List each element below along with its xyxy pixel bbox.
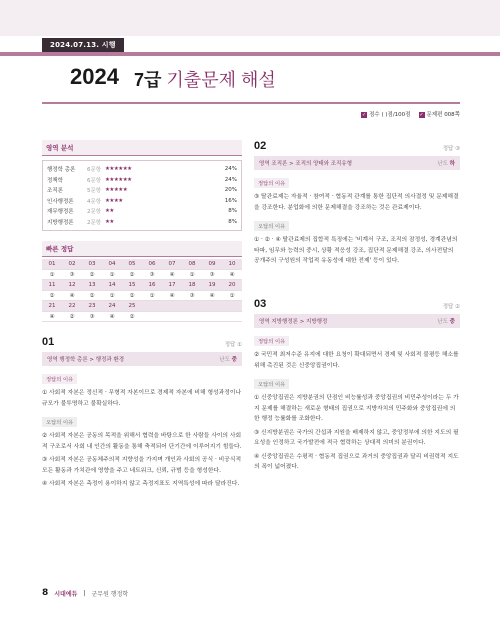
- answer-cell: ④: [102, 312, 122, 323]
- question-number-cell: 04: [102, 259, 122, 270]
- area-count: 6문항: [87, 167, 102, 174]
- area-name: 정책학: [47, 177, 63, 184]
- area-percent: 8%: [228, 218, 237, 225]
- publisher-brand: 시대에듀: [54, 590, 78, 598]
- explanation-text: ① · ② · ④ 탈관료제의 집합적 특징에는 '비계서 구조, 조직의 잠정성, 경계관념의 타파, 임무와 능력의 중시, 상황 적응성 강조, 집단적 문제해결 강조, 의사전달의 공개주의 구성원의 작업적 유동성에 대한 전제' 등이 있다.: [254, 237, 458, 264]
- header-divider: [42, 102, 460, 104]
- left-column: [42, 140, 242, 490]
- question-number: 02: [254, 140, 267, 152]
- answer-cell: ④: [162, 291, 182, 302]
- answer-cell: ③: [182, 291, 202, 302]
- score-item: [361, 110, 410, 118]
- answer-cell: ③: [62, 270, 82, 281]
- correct-reason-tag: 정답의 이유: [42, 374, 77, 384]
- question-number-cell: [142, 301, 162, 312]
- exam-year: 2024: [70, 64, 119, 89]
- difficulty: 난도 중: [437, 319, 455, 325]
- area-name: 재무행정론: [47, 209, 74, 216]
- wrong-label: 문제편 008쪽: [426, 112, 460, 118]
- explanation-text: ② 국민적 최저수준 유지에 대한 요청이 확대되면서 경제 및 사회적 불평등 해소를 위해 촉진된 것은 신중앙집권이다.: [254, 352, 459, 369]
- area-percent: 24%: [224, 166, 237, 173]
- question-number-cell: 24: [102, 301, 122, 312]
- question-number-cell: 17: [162, 280, 182, 291]
- question-03: [254, 298, 460, 473]
- wrong-item: [419, 110, 461, 118]
- area-row: [47, 196, 237, 207]
- answer-cell: ④: [222, 270, 242, 281]
- score-line: [361, 110, 460, 118]
- area-percent: 20%: [224, 187, 237, 194]
- area-count: 5문항: [87, 188, 102, 195]
- answer-cell: ④: [202, 291, 222, 302]
- question-number-cell: 23: [82, 301, 102, 312]
- correct-reason-tag: 정답의 이유: [254, 336, 289, 346]
- page-number: 8: [42, 588, 49, 598]
- topic-bar: [254, 314, 460, 328]
- answer-cell: ④: [42, 312, 62, 323]
- topic-bar: [254, 156, 460, 170]
- area-percent: 24%: [224, 176, 237, 183]
- topic-text: 영역 지방행정론 > 지방행정: [259, 319, 328, 325]
- top-band: [0, 0, 500, 36]
- question-number-cell: 22: [62, 301, 82, 312]
- question-number-cell: 13: [82, 280, 102, 291]
- question-number-cell: 20: [222, 280, 242, 291]
- question-number-cell: [202, 301, 222, 312]
- question-number-cell: 19: [202, 280, 222, 291]
- question-number-cell: 09: [202, 259, 222, 270]
- question-number-cell: 02: [62, 259, 82, 270]
- question-number-cell: [162, 301, 182, 312]
- area-stars: ★★★★★★: [105, 166, 132, 173]
- quick-answer-heading: 빠른 정답: [42, 241, 242, 257]
- question-number: 03: [254, 298, 267, 310]
- answer-cell: ③: [82, 312, 102, 323]
- area-count: 2문항: [87, 209, 102, 216]
- area-row: [47, 206, 237, 217]
- question-number-cell: [222, 301, 242, 312]
- answer-cell: ②: [62, 312, 82, 323]
- question-02: [254, 140, 460, 267]
- question-number-cell: 03: [82, 259, 102, 270]
- page-title: [134, 66, 276, 92]
- question-number-cell: 10: [222, 259, 242, 270]
- answer-cell: [202, 312, 222, 323]
- area-stars: ★★: [105, 218, 114, 225]
- answer-cell: ②: [42, 291, 62, 302]
- question-number-cell: 25: [122, 301, 142, 312]
- page-footer: [42, 588, 128, 598]
- correct-reason-tag: 정답의 이유: [254, 178, 289, 188]
- answer-cell: [142, 312, 162, 323]
- quick-answer-grid: [42, 259, 242, 322]
- answer-cell: [162, 312, 182, 323]
- answer-cell: ②: [122, 270, 142, 281]
- area-name: 인사행정론: [47, 198, 74, 205]
- topic-bar: [42, 352, 242, 366]
- explanation-text: ② 사회적 자본은 공동의 목적을 위해서 협력을 바탕으로 한 사람들 사이의 사회적 구조로서 사회 내 인간의 활동을 통해 축적되어 단기간에 이루어지기 힘들다.: [42, 433, 242, 450]
- question-number-cell: 18: [182, 280, 202, 291]
- question-number-cell: 12: [62, 280, 82, 291]
- score-label: 점수 ( )점/100점: [369, 112, 411, 118]
- area-stars: ★★★★★: [105, 187, 128, 194]
- answer-cell: ③: [142, 270, 162, 281]
- answer-cell: ④: [62, 291, 82, 302]
- question-number-cell: 06: [142, 259, 162, 270]
- area-analysis-heading: 영역 분석: [42, 140, 242, 156]
- answer-cell: ①: [102, 270, 122, 281]
- explanation-text: ① 신중앙집권은 지방분권의 단점인 비능률성과 중앙집권의 비민주성이라는 두 가지 문제를 해결하는 새로운 형태의 집권으로 지방자치의 민주화와 중앙집권에 의한 행정 능률화를 조화한다.: [254, 395, 459, 422]
- answer-cell: [222, 312, 242, 323]
- question-number-cell: 01: [42, 259, 62, 270]
- area-row: [47, 175, 237, 186]
- question-number-cell: 08: [182, 259, 202, 270]
- difficulty: 난도 중: [219, 357, 237, 363]
- answer-label: 정답 ②: [442, 304, 460, 310]
- answer-cell: ①: [142, 291, 162, 302]
- area-count: 6문항: [87, 177, 102, 184]
- answer-cell: ①: [42, 270, 62, 281]
- explanation-text: ③ 신지방분권은 국가의 간섭과 지원을 배제하지 않고, 중앙정부에 의한 지도의 필요성을 인정하고 국가발전에 적극 협력하는 상대적 의미의 분권이다.: [254, 429, 459, 446]
- answer-cell: ②: [122, 291, 142, 302]
- book-title: 군무원 행정학: [91, 590, 129, 598]
- answer-label: 정답 ①: [224, 342, 242, 348]
- wrong-reason-tag: 오답의 이유: [254, 221, 289, 231]
- answer-cell: ①: [102, 291, 122, 302]
- explanation-text: ④ 사회적 자본은 측정이 용이하지 않고 측정지표도 지역특성에 따라 달라진다.: [42, 481, 240, 487]
- explanation-text: ③ 사회적 자본은 공동체주의적 지향성을 가지며 개인과 사회의 공식 · 비공식적 모든 활동과 가치관에 영향을 주고 네트워크, 신뢰, 규범 등을 형성한다.: [42, 457, 242, 474]
- area-name: 지방행정론: [47, 219, 74, 226]
- question-number-cell: 15: [122, 280, 142, 291]
- question-number-cell: 16: [142, 280, 162, 291]
- area-stars: ★★★★★★: [105, 176, 132, 183]
- answer-label: 정답 ③: [442, 146, 460, 152]
- footer-separator: |: [83, 589, 86, 597]
- area-name: 조직론: [47, 188, 63, 195]
- question-01: [42, 336, 242, 490]
- answer-cell: ②: [82, 291, 102, 302]
- area-analysis-table: [42, 160, 242, 231]
- area-stars: ★★: [105, 208, 114, 215]
- answer-cell: ③: [202, 270, 222, 281]
- accent-band: [0, 52, 500, 56]
- explanation-text: ③ 탈관료제는 자율적 · 참여적 · 협동적 관계를 통한 집단적 의사결정 및 문제해결을 강조한다. 분업화에 의한 문제해결을 강조하는 것은 관료제이다.: [254, 194, 459, 211]
- answer-cell: ④: [162, 270, 182, 281]
- explanation-text: ④ 신중앙집권은 수평적 · 협동적 집권으로 과거의 중앙집권과 달리 비권력적 지도의 폭이 넓어졌다.: [254, 453, 459, 470]
- question-number-cell: 07: [162, 259, 182, 270]
- question-number-cell: 11: [42, 280, 62, 291]
- check-icon: ✓: [419, 112, 424, 118]
- answer-cell: ②: [82, 270, 102, 281]
- question-number-cell: 05: [122, 259, 142, 270]
- area-count: 2문항: [87, 219, 102, 226]
- explanation-text: ① 사회적 자본은 정신적 · 무형적 자본이므로 경제적 자본에 비해 형성과정이나 규모가 불투명하고 불확실하다.: [42, 390, 242, 407]
- answer-cell: ②: [122, 312, 142, 323]
- answer-cell: ①: [182, 270, 202, 281]
- topic-text: 영역 조직론 > 조직의 양태와 조직유형: [259, 161, 353, 167]
- area-name: 행정학 총론: [47, 167, 76, 174]
- area-stars: ★★★★: [105, 197, 123, 204]
- area-row: [47, 217, 237, 228]
- question-number-cell: 14: [102, 280, 122, 291]
- exam-date-tag: 2024.07.13. 시행: [42, 38, 124, 52]
- difficulty: 난도 하: [437, 161, 455, 167]
- question-number: 01: [42, 336, 55, 348]
- check-icon: ✓: [361, 112, 367, 118]
- title-text: 기출문제 해설: [166, 70, 276, 90]
- topic-text: 영역 행정학 총론 > 행정과 환경: [47, 357, 125, 363]
- wrong-reason-tag: 오답의 이유: [42, 417, 77, 427]
- question-number-cell: [182, 301, 202, 312]
- area-count: 4문항: [87, 198, 102, 205]
- grade-label: 7급: [134, 70, 162, 90]
- answer-cell: [182, 312, 202, 323]
- area-row: [47, 164, 237, 175]
- wrong-reason-tag: 오답의 이유: [254, 379, 289, 389]
- area-percent: 8%: [228, 208, 237, 215]
- area-percent: 16%: [224, 197, 237, 204]
- answer-cell: ①: [222, 291, 242, 302]
- area-row: [47, 185, 237, 196]
- question-number-cell: 21: [42, 301, 62, 312]
